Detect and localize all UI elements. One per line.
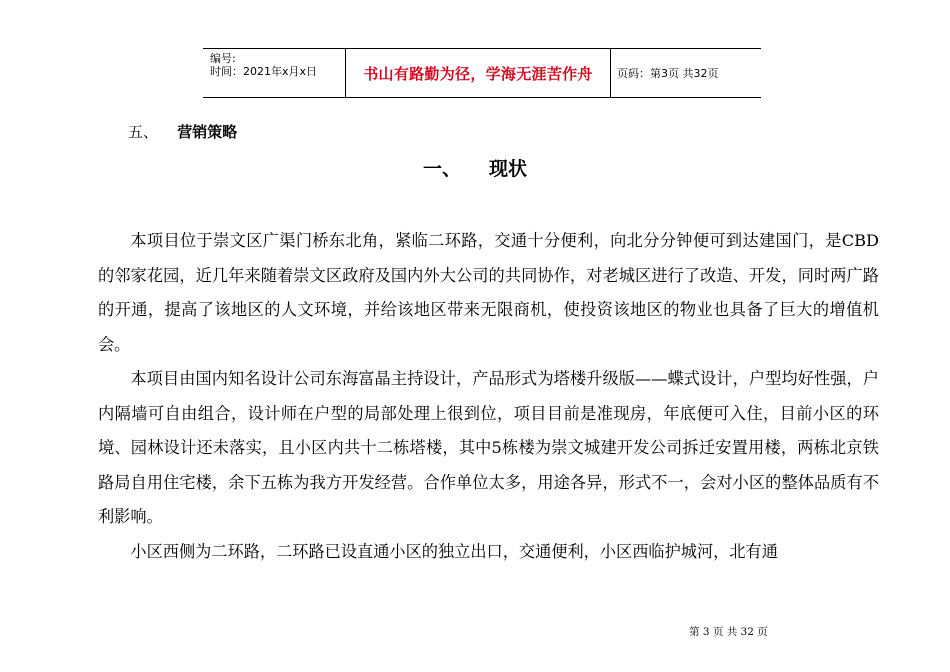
chapter-title: 现状 [489,158,528,180]
body-text [98,224,879,569]
paragraph: 本项目由国内知名设计公司东海富晶主持设计，产品形式为塔楼升级版——蝶式设计，户型均好性强，户内隔墙可自由组合，设计师在户型的局部处理上很到位，项目目前是准现房，年底便可入住，目前小区的环境、园林设计还未落实，且小区内共十二栋塔楼，其中5栋楼为崇文城建开发公司拆迁安置用楼，两栋北京铁路局自用住宅楼，余下五栋为我方开发经营。合作单位太多，用途各异，形式不一，会对小区的整体品质有不利影响。 [98,369,879,526]
header-motto-cell [346,49,611,97]
header-page-info: 页码：第3页 共32页 [617,67,719,80]
header-meta-cell [203,49,346,97]
section-heading [128,121,237,142]
header-page-cell [611,49,761,97]
document-number-label: 编号: [210,52,236,65]
page-footer: 第 3 页 共 32 页 [689,626,768,638]
header-motto: 书山有路勤为径，学海无涯苦作舟 [363,64,593,83]
chapter-number: 一、 [422,158,461,180]
chapter-heading [0,154,950,181]
paragraph: 小区西侧为二环路，二环路已设直通小区的独立出口，交通便利，小区西临护城河，北有通 [130,541,778,561]
section-title: 营销策略 [177,123,238,141]
paragraph: 本项目位于崇文区广渠门桥东北角，紧临二环路，交通十分便利，向北分分钟便可到达建国门，是CBD的邻家花园，近几年来随着崇文区政府及国内外大公司的共同协作，对老城区进行了改造、开发，同时两广路的开通，提高了该地区的人文环境，并给该地区带来无限商机，使投资该地区的物业也具备了巨大的增值机会。 [98,231,879,354]
document-time-label: 时间：2021年x月x日 [210,65,318,78]
section-number: 五、 [128,123,159,141]
header-table [203,48,761,98]
